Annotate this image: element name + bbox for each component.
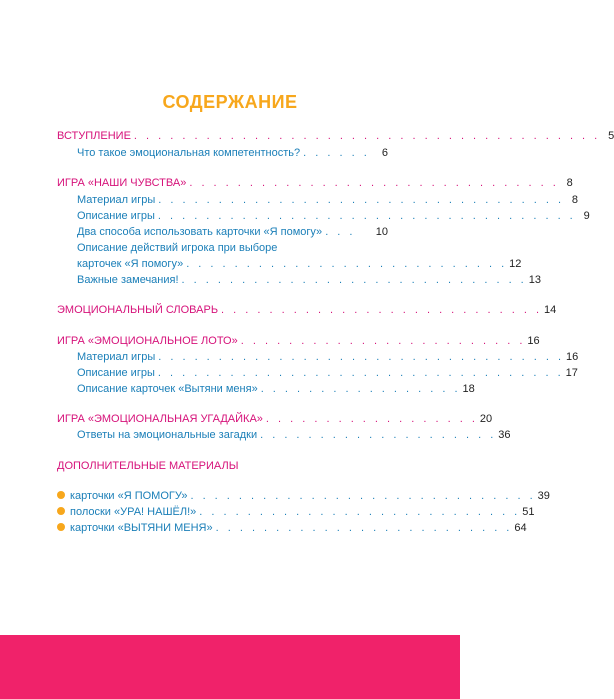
dot-leader: . . . . . . . . . . . . . . . . . . . . . . . . . . . . . . . . . . . [157, 210, 576, 222]
toc-entry-label: ИГРА «ЭМОЦИОНАЛЬНАЯ УГАДАЙКА» [57, 413, 263, 425]
toc-entry-label: ИГРА «НАШИ ЧУВСТВА» [57, 177, 187, 189]
toc-entry-label: Описание карточек «Вытяни меня» [77, 383, 258, 395]
dot-leader: . . . . . . . . . . . . . . . . . . . . . . . . . . . . . . . . . . [158, 194, 564, 206]
dot-leader: . . . . . . . . . . . . . . . . . . . . . . . . . . . . . . . . . . . . . . . [133, 130, 601, 142]
toc-page-number: 18 [462, 383, 475, 395]
toc-entry-important-notes[interactable] [77, 273, 541, 287]
dot-leader: . . . . . . . . . . . . . . . . . . . . . . . . . . . . . . . . . . [158, 351, 564, 363]
toc-entry-label: карточки «Я ПОМОГУ» [70, 490, 188, 502]
toc-entry-label: Описание игры [77, 367, 155, 379]
toc-entry-player-actions[interactable] [77, 257, 522, 271]
toc-entry-loto[interactable] [57, 334, 540, 348]
dot-leader: . . . . . . . . . . . . . . . . . . . . . . . . . . . [199, 506, 521, 518]
toc-entry-two-ways[interactable] [77, 225, 388, 239]
toc-entry-label: карточки «ВЫТЯНИ МЕНЯ» [70, 522, 213, 534]
toc-page-number: 64 [514, 522, 527, 534]
toc-entry-nashi-chuvstva[interactable] [57, 176, 573, 190]
bullet-icon [57, 491, 65, 499]
toc-page-number: 9 [583, 210, 590, 222]
footer-color-band [0, 635, 460, 699]
toc-page-number: 20 [479, 413, 493, 425]
toc-entry-label: полоски «УРА! НАШЁЛ!» [70, 506, 197, 518]
dot-leader: . . . . . . [303, 147, 370, 159]
dot-leader: . . . . . . . . . . . . . . . . . . [265, 413, 478, 425]
toc-page-number: 10 [375, 226, 388, 238]
toc-entry-label: ЭМОЦИОНАЛЬНЫЙ СЛОВАРЬ [57, 304, 219, 316]
toc-entry-label: карточек «Я помогу» [77, 258, 184, 270]
toc-entry-material-2[interactable] [77, 350, 579, 364]
toc-page-number: 39 [537, 490, 550, 502]
toc-page-number: 17 [565, 367, 578, 379]
toc-page-number: 5 [608, 130, 614, 142]
toc-entry-label: ИГРА «ЭМОЦИОНАЛЬНОЕ ЛОТО» [57, 335, 238, 347]
toc-page-number: 51 [522, 506, 535, 518]
toc-entry-riddle-answers[interactable] [77, 428, 511, 442]
dot-leader: . . . . . . . . . . . . . . . . . . . . . . . . . [215, 522, 513, 534]
bullet-icon [57, 523, 65, 531]
toc-entry-intro[interactable] [57, 129, 614, 143]
toc-entry-ura-strips[interactable] [57, 505, 535, 519]
toc-entry-description-2[interactable] [77, 366, 578, 380]
dot-leader: . . . . . . . . . . . . . . . . . . . . . . . . . . . [221, 304, 543, 316]
dot-leader: . . . [325, 226, 356, 238]
toc-entry-player-actions-line1[interactable]: Описание действий игрока при выборе [77, 242, 278, 254]
toc-entry-material-1[interactable] [77, 193, 578, 207]
dot-leader: . . . . . . . . . . . . . . . . . . . . . . . . . . . . . . . . . . [157, 367, 564, 379]
toc-entry-label: Ответы на эмоциональные загадки [77, 429, 258, 441]
toc-page-number: 13 [528, 274, 541, 286]
toc-entry-dictionary[interactable] [57, 303, 557, 317]
dot-leader: . . . . . . . . . . . . . . . . . . . . [260, 429, 497, 441]
toc-entry-description-1[interactable] [77, 209, 590, 223]
toc-entry-label: Важные замечания! [77, 274, 179, 286]
toc-page-number: 12 [509, 258, 522, 270]
toc-entry-vytyani-cards[interactable] [77, 382, 475, 396]
dot-leader: . . . . . . . . . . . . . . . . . . . . . . . . . . . . . [190, 490, 536, 502]
toc-entry-ya-pomogu-cards[interactable] [57, 489, 550, 503]
toc-entry-competence[interactable] [77, 146, 388, 160]
dot-leader: . . . . . . . . . . . . . . . . . [260, 383, 461, 395]
toc-page-number: 8 [571, 194, 578, 206]
toc-entry-vytyani-extra[interactable] [57, 521, 527, 535]
toc-entry-label: Описание игры [77, 210, 155, 222]
bullet-icon [57, 507, 65, 515]
toc-page-number: 14 [544, 304, 557, 316]
toc-entry-label: Два способа использовать карточки «Я помогу» [77, 226, 323, 238]
toc-page-number: 6 [381, 147, 388, 159]
toc-entry-label: Что такое эмоциональная компетентность? [77, 147, 301, 159]
toc-page-number: 8 [566, 177, 573, 189]
toc-entry-extra-materials[interactable]: ДОПОЛНИТЕЛЬНЫЕ МАТЕРИАЛЫ [57, 460, 239, 472]
toc-entry-label: Материал игры [77, 194, 156, 206]
toc-page-number: 36 [498, 429, 511, 441]
dot-leader: . . . . . . . . . . . . . . . . . . . . . . . . . . . . . [181, 274, 527, 286]
dot-leader: . . . . . . . . . . . . . . . . . . . . . . . . . . . . . . . [189, 177, 559, 189]
dot-leader: . . . . . . . . . . . . . . . . . . . . . . . . . . . [186, 258, 508, 270]
page-title: СОДЕРЖАНИЕ [162, 92, 298, 112]
toc-entry-label: ВСТУПЛЕНИЕ [57, 130, 131, 142]
toc-page-number: 16 [527, 335, 540, 347]
dot-leader: . . . . . . . . . . . . . . . . . . . . . . . . [240, 335, 526, 347]
toc-page-number: 16 [566, 351, 579, 363]
toc-entry-label: Материал игры [77, 351, 156, 363]
toc-entry-ugadaika[interactable] [57, 412, 493, 426]
